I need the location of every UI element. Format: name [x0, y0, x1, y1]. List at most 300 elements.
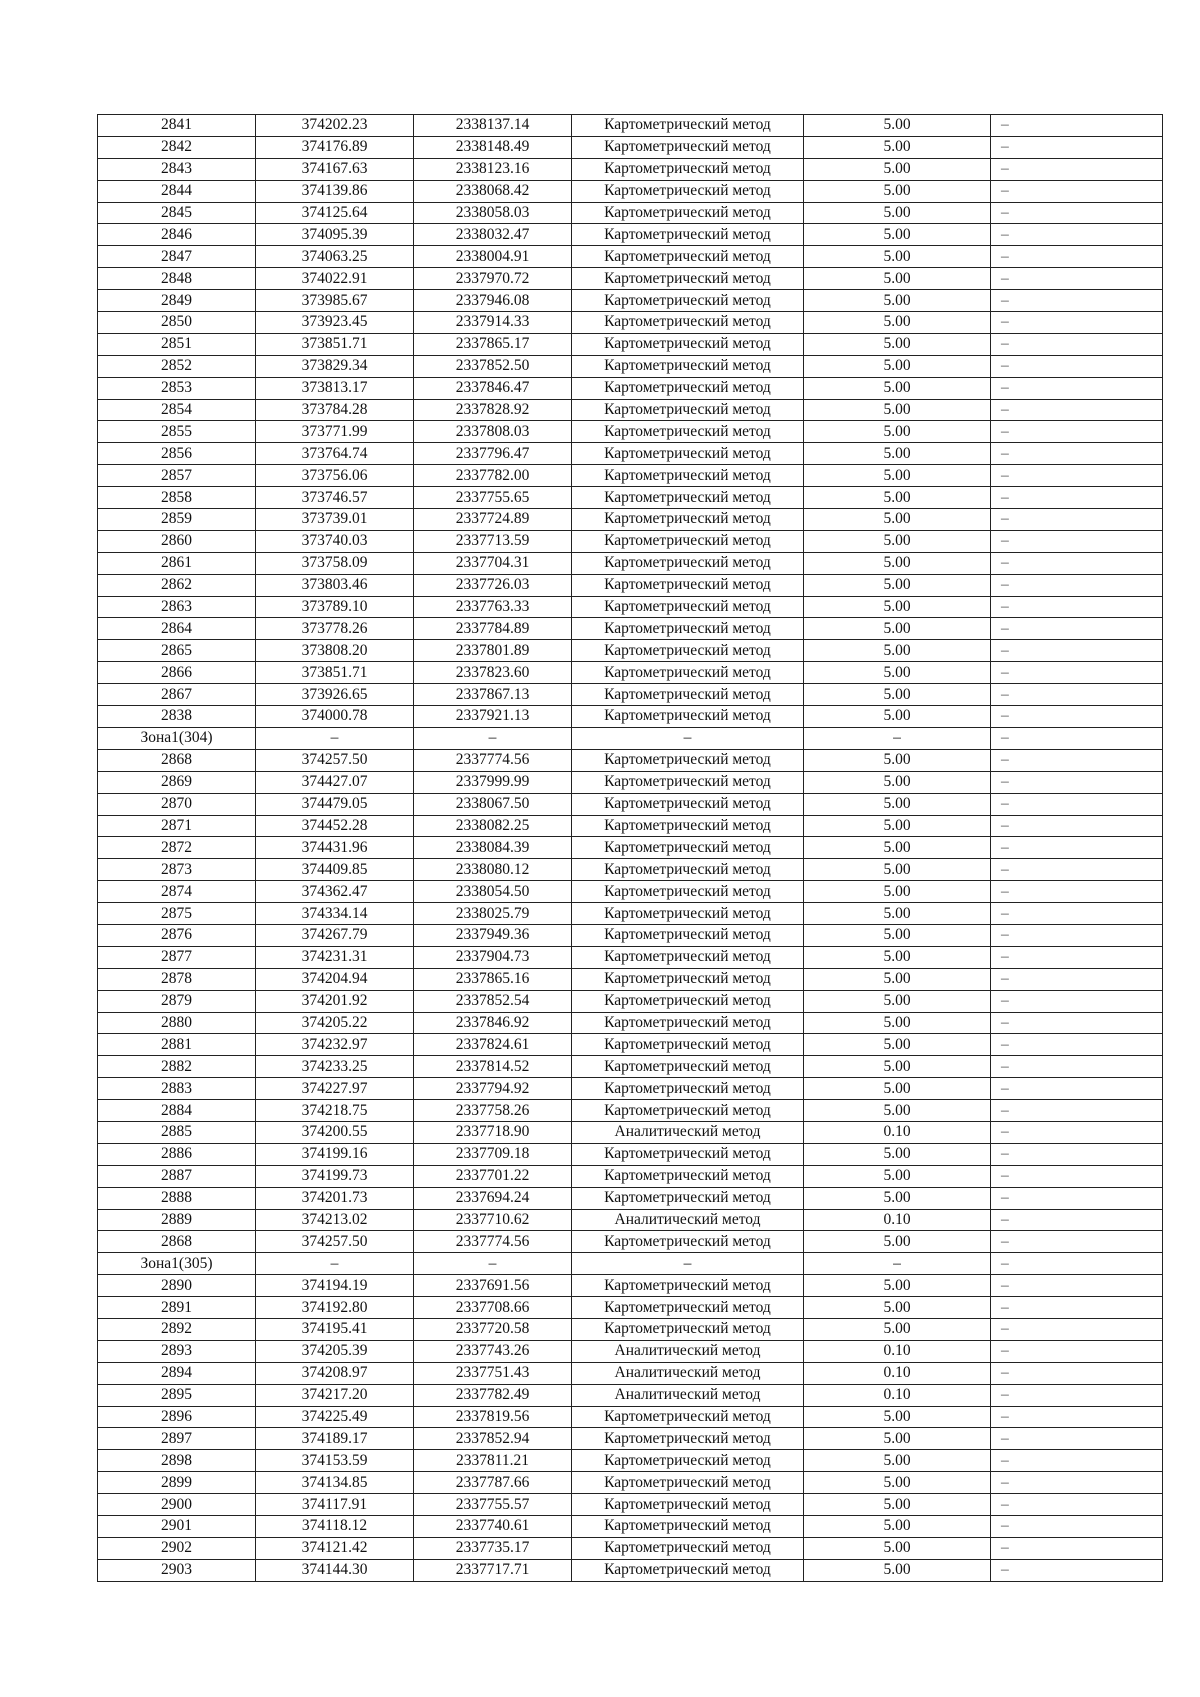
x-coordinate-cell: 373756.06: [256, 465, 414, 487]
table-row: [98, 1428, 1163, 1450]
point-number-cell: 2883: [98, 1078, 256, 1100]
point-number-cell: 2889: [98, 1209, 256, 1231]
point-number-cell: 2899: [98, 1472, 256, 1494]
method-cell: Картометрический метод: [572, 312, 804, 334]
x-coordinate-cell: 374192.80: [256, 1297, 414, 1319]
point-number-cell: 2863: [98, 596, 256, 618]
description-cell: –: [991, 1078, 1163, 1100]
point-number-cell: Зона1(304): [98, 727, 256, 749]
description-cell: –: [991, 990, 1163, 1012]
accuracy-cell: 5.00: [804, 574, 991, 596]
point-number-cell: 2848: [98, 268, 256, 290]
accuracy-cell: 5.00: [804, 487, 991, 509]
description-cell: –: [991, 1494, 1163, 1516]
table-row: [98, 1100, 1163, 1122]
accuracy-cell: 5.00: [804, 968, 991, 990]
y-coordinate-cell: 2337865.16: [414, 968, 572, 990]
table-row: [98, 727, 1163, 749]
x-coordinate-cell: 374205.39: [256, 1340, 414, 1362]
y-coordinate-cell: 2337720.58: [414, 1318, 572, 1340]
point-number-cell: 2867: [98, 684, 256, 706]
point-number-cell: 2894: [98, 1362, 256, 1384]
description-cell: –: [991, 1340, 1163, 1362]
x-coordinate-cell: 374176.89: [256, 136, 414, 158]
method-cell: Картометрический метод: [572, 968, 804, 990]
y-coordinate-cell: 2337782.49: [414, 1384, 572, 1406]
table-row: [98, 355, 1163, 377]
point-number-cell: 2897: [98, 1428, 256, 1450]
point-number-cell: 2869: [98, 771, 256, 793]
y-coordinate-cell: –: [414, 1253, 572, 1275]
accuracy-cell: 5.00: [804, 509, 991, 531]
y-coordinate-cell: 2337796.47: [414, 443, 572, 465]
y-coordinate-cell: 2337814.52: [414, 1056, 572, 1078]
method-cell: Картометрический метод: [572, 1231, 804, 1253]
accuracy-cell: 5.00: [804, 596, 991, 618]
accuracy-cell: 5.00: [804, 793, 991, 815]
point-number-cell: 2895: [98, 1384, 256, 1406]
table-row: [98, 333, 1163, 355]
accuracy-cell: 5.00: [804, 1297, 991, 1319]
x-coordinate-cell: 374153.59: [256, 1450, 414, 1472]
table-row: [98, 1231, 1163, 1253]
method-cell: Картометрический метод: [572, 355, 804, 377]
accuracy-cell: 5.00: [804, 1100, 991, 1122]
description-cell: –: [991, 421, 1163, 443]
accuracy-cell: 5.00: [804, 530, 991, 552]
point-number-cell: 2878: [98, 968, 256, 990]
x-coordinate-cell: 374427.07: [256, 771, 414, 793]
method-cell: Аналитический метод: [572, 1121, 804, 1143]
y-coordinate-cell: 2337828.92: [414, 399, 572, 421]
accuracy-cell: 5.00: [804, 399, 991, 421]
table-row: [98, 1297, 1163, 1319]
method-cell: Картометрический метод: [572, 946, 804, 968]
y-coordinate-cell: 2337808.03: [414, 421, 572, 443]
y-coordinate-cell: 2338032.47: [414, 224, 572, 246]
description-cell: –: [991, 1318, 1163, 1340]
table-row: [98, 1078, 1163, 1100]
description-cell: –: [991, 1209, 1163, 1231]
point-number-cell: 2859: [98, 509, 256, 531]
x-coordinate-cell: 374144.30: [256, 1559, 414, 1581]
x-coordinate-cell: 373808.20: [256, 640, 414, 662]
method-cell: Картометрический метод: [572, 1187, 804, 1209]
y-coordinate-cell: 2337867.13: [414, 684, 572, 706]
table-row: [98, 224, 1163, 246]
point-number-cell: 2872: [98, 837, 256, 859]
table-row: [98, 1472, 1163, 1494]
x-coordinate-cell: 373803.46: [256, 574, 414, 596]
description-cell: –: [991, 1187, 1163, 1209]
point-number-cell: 2845: [98, 202, 256, 224]
description-cell: –: [991, 815, 1163, 837]
y-coordinate-cell: 2337726.03: [414, 574, 572, 596]
method-cell: Картометрический метод: [572, 1559, 804, 1581]
table-row: [98, 1362, 1163, 1384]
method-cell: –: [572, 727, 804, 749]
accuracy-cell: 5.00: [804, 290, 991, 312]
method-cell: Картометрический метод: [572, 487, 804, 509]
x-coordinate-cell: 374217.20: [256, 1384, 414, 1406]
point-number-cell: 2842: [98, 136, 256, 158]
accuracy-cell: 5.00: [804, 881, 991, 903]
description-cell: –: [991, 618, 1163, 640]
method-cell: Картометрический метод: [572, 1100, 804, 1122]
method-cell: Картометрический метод: [572, 202, 804, 224]
method-cell: Картометрический метод: [572, 1012, 804, 1034]
method-cell: Картометрический метод: [572, 1537, 804, 1559]
table-row: [98, 1537, 1163, 1559]
x-coordinate-cell: 374479.05: [256, 793, 414, 815]
accuracy-cell: 5.00: [804, 1275, 991, 1297]
accuracy-cell: 5.00: [804, 268, 991, 290]
point-number-cell: 2874: [98, 881, 256, 903]
x-coordinate-cell: 373829.34: [256, 355, 414, 377]
table-row: [98, 1143, 1163, 1165]
method-cell: Картометрический метод: [572, 268, 804, 290]
table-row: [98, 399, 1163, 421]
table-row: [98, 837, 1163, 859]
y-coordinate-cell: 2337774.56: [414, 1231, 572, 1253]
y-coordinate-cell: 2337852.54: [414, 990, 572, 1012]
method-cell: Картометрический метод: [572, 399, 804, 421]
x-coordinate-cell: 374232.97: [256, 1034, 414, 1056]
table-row: [98, 246, 1163, 268]
description-cell: –: [991, 574, 1163, 596]
description-cell: –: [991, 727, 1163, 749]
x-coordinate-cell: 374125.64: [256, 202, 414, 224]
table-row: [98, 1275, 1163, 1297]
method-cell: Картометрический метод: [572, 1165, 804, 1187]
description-cell: –: [991, 465, 1163, 487]
description-cell: –: [991, 924, 1163, 946]
point-number-cell: 2841: [98, 115, 256, 137]
description-cell: –: [991, 859, 1163, 881]
description-cell: –: [991, 1559, 1163, 1581]
description-cell: –: [991, 1012, 1163, 1034]
method-cell: Аналитический метод: [572, 1340, 804, 1362]
x-coordinate-cell: 374200.55: [256, 1121, 414, 1143]
description-cell: –: [991, 1516, 1163, 1538]
x-coordinate-cell: 374194.19: [256, 1275, 414, 1297]
accuracy-cell: 5.00: [804, 1012, 991, 1034]
description-cell: –: [991, 333, 1163, 355]
method-cell: Картометрический метод: [572, 552, 804, 574]
y-coordinate-cell: 2338082.25: [414, 815, 572, 837]
table-row: [98, 793, 1163, 815]
accuracy-cell: 5.00: [804, 202, 991, 224]
table-row: [98, 158, 1163, 180]
x-coordinate-cell: 374139.86: [256, 180, 414, 202]
method-cell: Картометрический метод: [572, 1494, 804, 1516]
point-number-cell: 2879: [98, 990, 256, 1012]
x-coordinate-cell: 374225.49: [256, 1406, 414, 1428]
x-coordinate-cell: 374199.73: [256, 1165, 414, 1187]
point-number-cell: 2856: [98, 443, 256, 465]
table-row: [98, 443, 1163, 465]
point-number-cell: 2877: [98, 946, 256, 968]
point-number-cell: 2868: [98, 749, 256, 771]
method-cell: Картометрический метод: [572, 333, 804, 355]
method-cell: Картометрический метод: [572, 465, 804, 487]
x-coordinate-cell: 374195.41: [256, 1318, 414, 1340]
method-cell: Картометрический метод: [572, 1056, 804, 1078]
method-cell: Картометрический метод: [572, 903, 804, 925]
point-number-cell: 2866: [98, 662, 256, 684]
method-cell: Картометрический метод: [572, 574, 804, 596]
y-coordinate-cell: 2337801.89: [414, 640, 572, 662]
description-cell: –: [991, 443, 1163, 465]
point-number-cell: 2851: [98, 333, 256, 355]
x-coordinate-cell: 374227.97: [256, 1078, 414, 1100]
x-coordinate-cell: 374205.22: [256, 1012, 414, 1034]
point-number-cell: 2896: [98, 1406, 256, 1428]
point-number-cell: 2890: [98, 1275, 256, 1297]
table-row: [98, 1340, 1163, 1362]
accuracy-cell: 5.00: [804, 180, 991, 202]
x-coordinate-cell: 373739.01: [256, 509, 414, 531]
method-cell: Картометрический метод: [572, 837, 804, 859]
x-coordinate-cell: 374452.28: [256, 815, 414, 837]
y-coordinate-cell: 2337743.26: [414, 1340, 572, 1362]
y-coordinate-cell: 2338123.16: [414, 158, 572, 180]
accuracy-cell: 5.00: [804, 1537, 991, 1559]
description-cell: –: [991, 1362, 1163, 1384]
table-row: [98, 115, 1163, 137]
point-number-cell: 2881: [98, 1034, 256, 1056]
y-coordinate-cell: 2337717.71: [414, 1559, 572, 1581]
accuracy-cell: 5.00: [804, 618, 991, 640]
accuracy-cell: 5.00: [804, 1494, 991, 1516]
y-coordinate-cell: 2337704.31: [414, 552, 572, 574]
x-coordinate-cell: 373746.57: [256, 487, 414, 509]
description-cell: –: [991, 1406, 1163, 1428]
accuracy-cell: 0.10: [804, 1209, 991, 1231]
method-cell: Картометрический метод: [572, 749, 804, 771]
table-row: [98, 268, 1163, 290]
method-cell: Картометрический метод: [572, 1450, 804, 1472]
x-coordinate-cell: 374201.73: [256, 1187, 414, 1209]
table-row: [98, 749, 1163, 771]
table-row: [98, 1559, 1163, 1581]
description-cell: –: [991, 268, 1163, 290]
accuracy-cell: 5.00: [804, 421, 991, 443]
method-cell: Картометрический метод: [572, 640, 804, 662]
x-coordinate-cell: 373778.26: [256, 618, 414, 640]
description-cell: –: [991, 684, 1163, 706]
table-row: [98, 1450, 1163, 1472]
x-coordinate-cell: 373758.09: [256, 552, 414, 574]
accuracy-cell: 5.00: [804, 662, 991, 684]
table-row: [98, 1209, 1163, 1231]
x-coordinate-cell: 374202.23: [256, 115, 414, 137]
y-coordinate-cell: 2338148.49: [414, 136, 572, 158]
table-row: [98, 1253, 1163, 1275]
point-number-cell: 2870: [98, 793, 256, 815]
point-number-cell: 2850: [98, 312, 256, 334]
x-coordinate-cell: 374362.47: [256, 881, 414, 903]
y-coordinate-cell: 2337852.50: [414, 355, 572, 377]
accuracy-cell: 5.00: [804, 1165, 991, 1187]
y-coordinate-cell: 2338068.42: [414, 180, 572, 202]
method-cell: Картометрический метод: [572, 180, 804, 202]
table-row: [98, 574, 1163, 596]
method-cell: Картометрический метод: [572, 924, 804, 946]
accuracy-cell: 5.00: [804, 443, 991, 465]
method-cell: Картометрический метод: [572, 377, 804, 399]
description-cell: –: [991, 202, 1163, 224]
table-row: [98, 990, 1163, 1012]
y-coordinate-cell: 2338084.39: [414, 837, 572, 859]
description-cell: –: [991, 1165, 1163, 1187]
point-number-cell: 2857: [98, 465, 256, 487]
description-cell: –: [991, 1056, 1163, 1078]
accuracy-cell: 5.00: [804, 903, 991, 925]
x-coordinate-cell: 374218.75: [256, 1100, 414, 1122]
y-coordinate-cell: 2337999.99: [414, 771, 572, 793]
description-cell: –: [991, 706, 1163, 728]
method-cell: Аналитический метод: [572, 1384, 804, 1406]
y-coordinate-cell: 2338137.14: [414, 115, 572, 137]
table-row: [98, 202, 1163, 224]
description-cell: –: [991, 1275, 1163, 1297]
x-coordinate-cell: 374117.91: [256, 1494, 414, 1516]
y-coordinate-cell: 2337710.62: [414, 1209, 572, 1231]
y-coordinate-cell: 2337755.65: [414, 487, 572, 509]
point-number-cell: 2876: [98, 924, 256, 946]
x-coordinate-cell: –: [256, 1253, 414, 1275]
x-coordinate-cell: 374204.94: [256, 968, 414, 990]
y-coordinate-cell: 2337824.61: [414, 1034, 572, 1056]
y-coordinate-cell: 2337755.57: [414, 1494, 572, 1516]
y-coordinate-cell: 2338058.03: [414, 202, 572, 224]
method-cell: Картометрический метод: [572, 1428, 804, 1450]
method-cell: Картометрический метод: [572, 530, 804, 552]
table-row: [98, 881, 1163, 903]
y-coordinate-cell: 2338004.91: [414, 246, 572, 268]
y-coordinate-cell: 2338067.50: [414, 793, 572, 815]
description-cell: –: [991, 509, 1163, 531]
x-coordinate-cell: 373740.03: [256, 530, 414, 552]
table-row: [98, 509, 1163, 531]
method-cell: Картометрический метод: [572, 1078, 804, 1100]
table-row: [98, 290, 1163, 312]
table-row: [98, 421, 1163, 443]
point-number-cell: 2898: [98, 1450, 256, 1472]
y-coordinate-cell: 2337823.60: [414, 662, 572, 684]
description-cell: –: [991, 1034, 1163, 1056]
table-row: [98, 771, 1163, 793]
accuracy-cell: 5.00: [804, 312, 991, 334]
y-coordinate-cell: 2337794.92: [414, 1078, 572, 1100]
method-cell: Картометрический метод: [572, 706, 804, 728]
description-cell: –: [991, 1428, 1163, 1450]
description-cell: –: [991, 552, 1163, 574]
table-row: [98, 1165, 1163, 1187]
description-cell: –: [991, 224, 1163, 246]
x-coordinate-cell: 374022.91: [256, 268, 414, 290]
table-row: [98, 706, 1163, 728]
point-number-cell: 2885: [98, 1121, 256, 1143]
y-coordinate-cell: 2337865.17: [414, 333, 572, 355]
x-coordinate-cell: 374213.02: [256, 1209, 414, 1231]
y-coordinate-cell: 2337735.17: [414, 1537, 572, 1559]
method-cell: Картометрический метод: [572, 684, 804, 706]
description-cell: –: [991, 312, 1163, 334]
table-row: [98, 1034, 1163, 1056]
accuracy-cell: 5.00: [804, 837, 991, 859]
x-coordinate-cell: 374267.79: [256, 924, 414, 946]
description-cell: –: [991, 180, 1163, 202]
method-cell: Картометрический метод: [572, 443, 804, 465]
description-cell: –: [991, 530, 1163, 552]
method-cell: Картометрический метод: [572, 1406, 804, 1428]
accuracy-cell: 5.00: [804, 333, 991, 355]
y-coordinate-cell: –: [414, 727, 572, 749]
description-cell: –: [991, 377, 1163, 399]
method-cell: Картометрический метод: [572, 1275, 804, 1297]
point-number-cell: 2884: [98, 1100, 256, 1122]
point-number-cell: 2882: [98, 1056, 256, 1078]
point-number-cell: 2862: [98, 574, 256, 596]
table-row: [98, 552, 1163, 574]
method-cell: Картометрический метод: [572, 115, 804, 137]
table-row: [98, 1056, 1163, 1078]
x-coordinate-cell: 374208.97: [256, 1362, 414, 1384]
point-number-cell: 2903: [98, 1559, 256, 1581]
method-cell: Аналитический метод: [572, 1362, 804, 1384]
point-number-cell: 2844: [98, 180, 256, 202]
table-row: [98, 596, 1163, 618]
accuracy-cell: 5.00: [804, 706, 991, 728]
x-coordinate-cell: 374167.63: [256, 158, 414, 180]
accuracy-cell: 0.10: [804, 1362, 991, 1384]
accuracy-cell: 5.00: [804, 1187, 991, 1209]
table-row: [98, 1318, 1163, 1340]
accuracy-cell: 5.00: [804, 1143, 991, 1165]
point-number-cell: 2860: [98, 530, 256, 552]
accuracy-cell: 5.00: [804, 1318, 991, 1340]
table-row: [98, 946, 1163, 968]
accuracy-cell: 5.00: [804, 1056, 991, 1078]
point-number-cell: 2852: [98, 355, 256, 377]
description-cell: –: [991, 771, 1163, 793]
y-coordinate-cell: 2337740.61: [414, 1516, 572, 1538]
table-body: [98, 115, 1163, 1582]
x-coordinate-cell: 373784.28: [256, 399, 414, 421]
x-coordinate-cell: 374431.96: [256, 837, 414, 859]
x-coordinate-cell: 374063.25: [256, 246, 414, 268]
table-row: [98, 618, 1163, 640]
accuracy-cell: 5.00: [804, 1472, 991, 1494]
description-cell: –: [991, 837, 1163, 859]
point-number-cell: 2871: [98, 815, 256, 837]
accuracy-cell: 5.00: [804, 224, 991, 246]
accuracy-cell: –: [804, 1253, 991, 1275]
y-coordinate-cell: 2337774.56: [414, 749, 572, 771]
method-cell: Аналитический метод: [572, 1209, 804, 1231]
accuracy-cell: 5.00: [804, 946, 991, 968]
table-row: [98, 859, 1163, 881]
point-number-cell: 2900: [98, 1494, 256, 1516]
method-cell: Картометрический метод: [572, 662, 804, 684]
description-cell: –: [991, 1253, 1163, 1275]
point-number-cell: 2873: [98, 859, 256, 881]
description-cell: –: [991, 640, 1163, 662]
method-cell: Картометрический метод: [572, 1297, 804, 1319]
method-cell: Картометрический метод: [572, 596, 804, 618]
